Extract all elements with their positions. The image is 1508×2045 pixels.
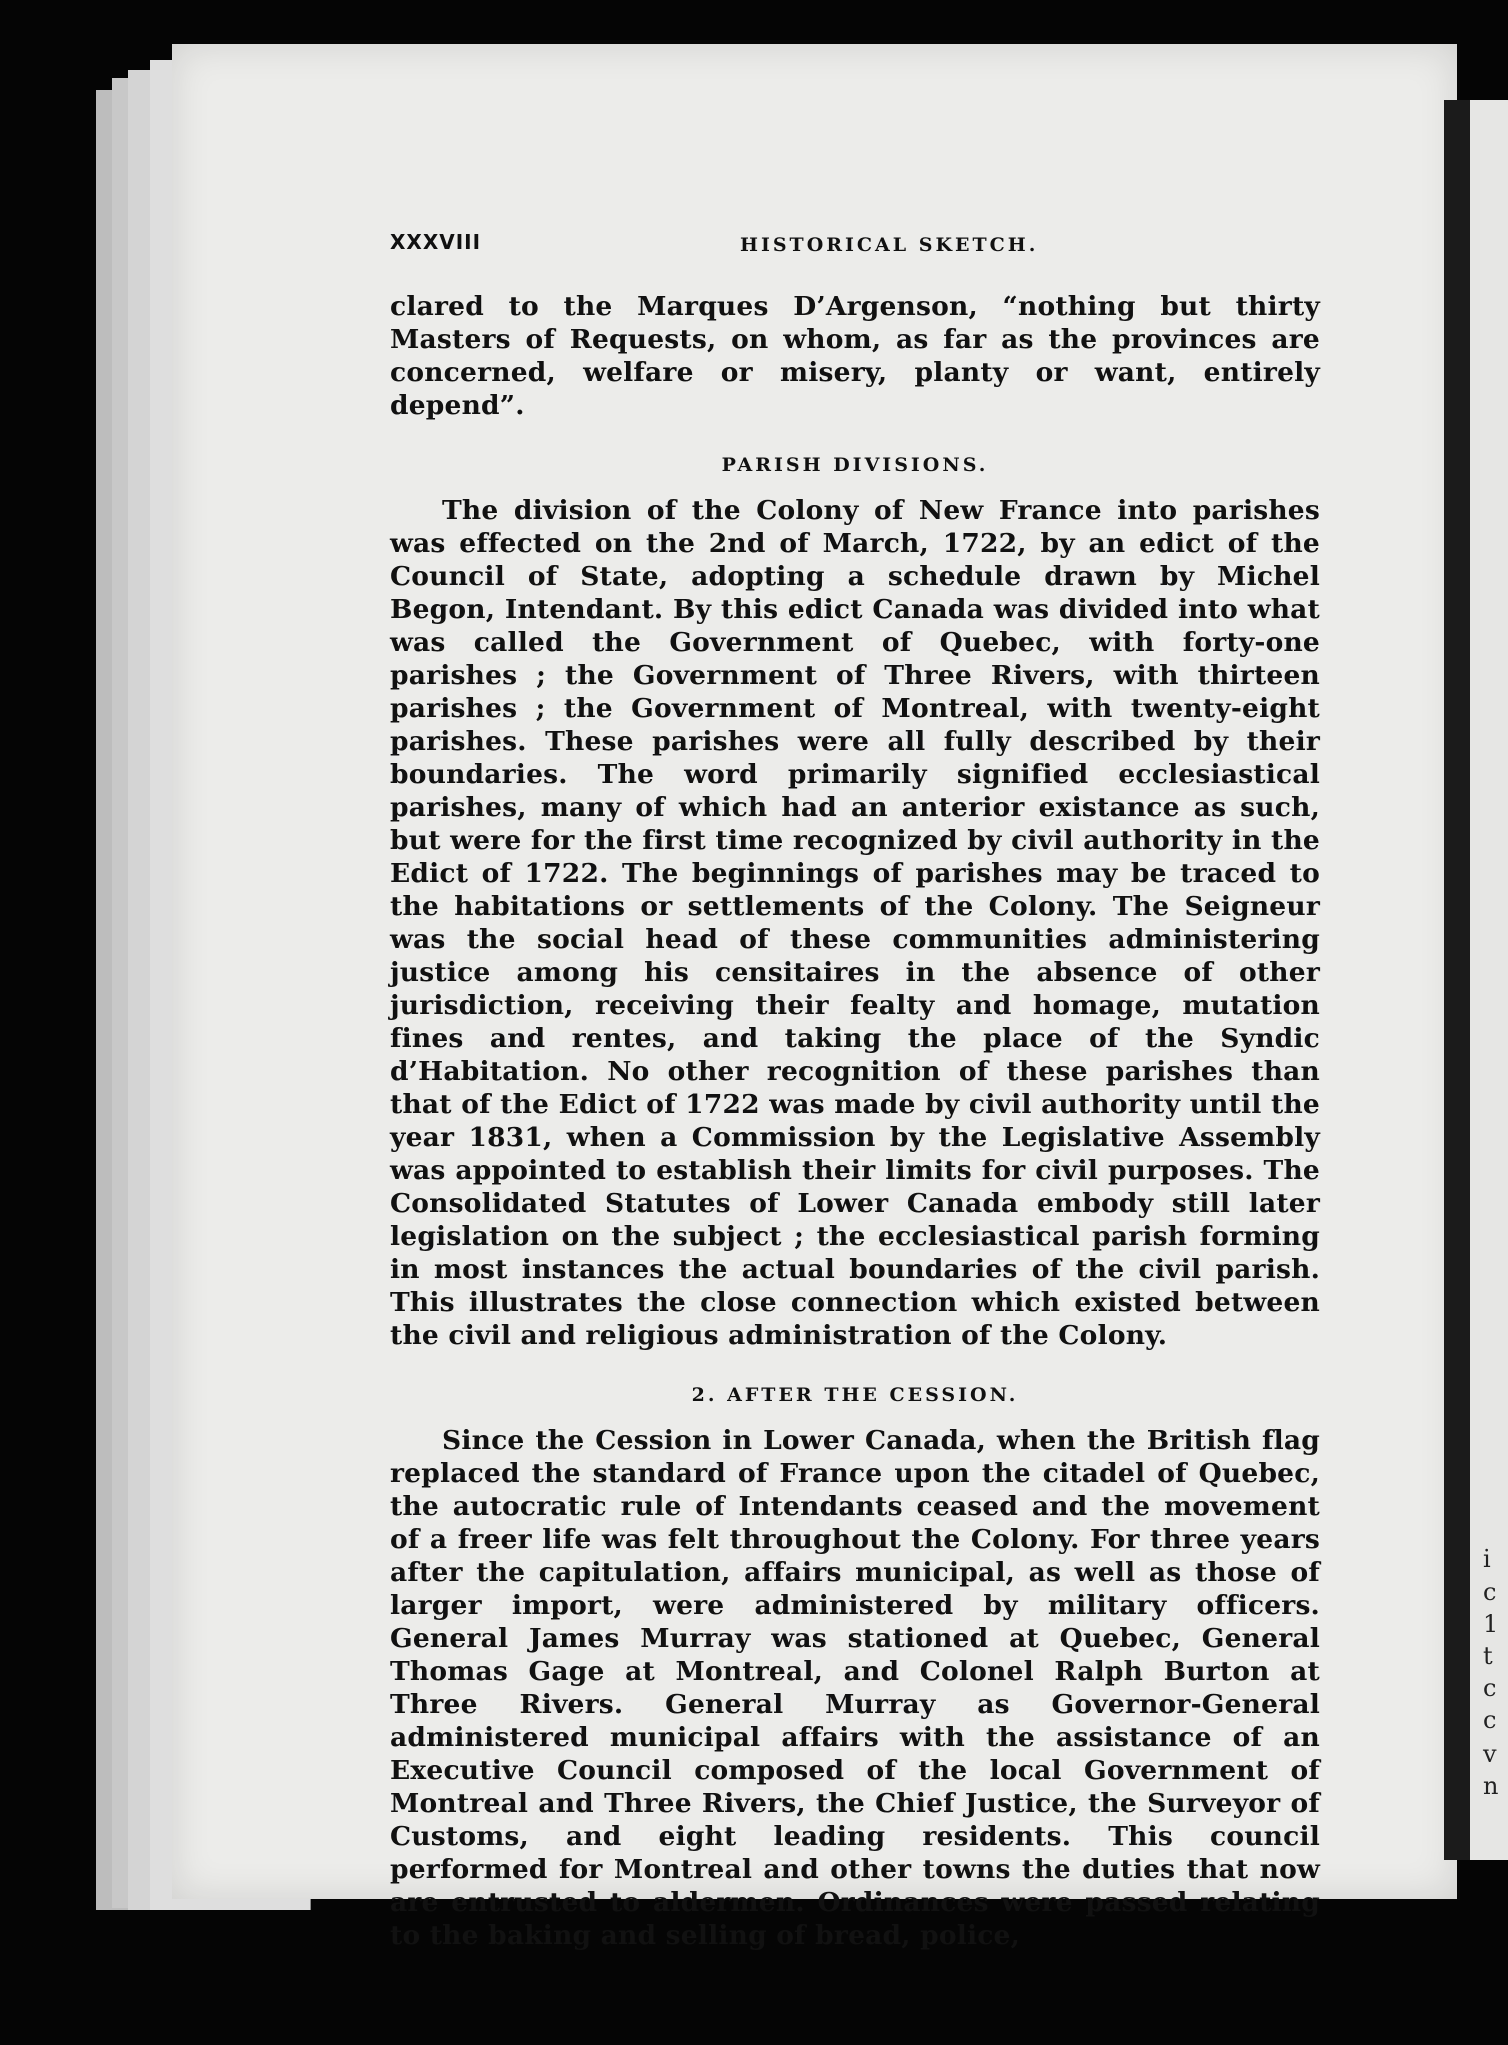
paragraph: Since the Cession in Lower Canada, when the British flag replaced the standard of France upon the citadel of Quebec, the autocratic rule of Intendants ceased and the movement of a freer life was felt throughout the Colony. For three years after the capitulation, affairs municipal, as well as those of larger import, were administered by military officers. General James Murray was stationed at Quebec, General Thomas Gage at Montreal, and Colonel Ralph Burton at Three Rivers. General Murray as Governor-General administered municipal affairs with the assistance of an Executive Council composed of the local Government of Montreal and Three Rivers, the Chief Justice, the Surveyor of Customs, and eight leading residents. This council performed for Montreal and other towns the duties that now are entrusted to aldermen. Ordinances were passed relating to the baking and selling of bread, police, — [390, 1425, 1320, 1951]
facing-page-char: c — [1483, 1674, 1497, 1702]
section-heading: 2. AFTER THE CESSION. — [691, 1384, 1019, 1406]
paragraph: clared to the Marques D’Argenson, “nothing but thirty Masters of Requests, on whom, as far as the provinces are concerned, welfare or misery, planty or want, entirely depend”. — [390, 291, 1320, 421]
running-title: HISTORICAL SKETCH. — [740, 234, 1039, 256]
running-head — [390, 230, 1320, 270]
paragraph: The division of the Colony of New France into parishes was effected on the 2nd of March, 1722, by an edict of the Council of State, adopting a schedule drawn by Michel Begon, Intendant. By this edict Canada was divided into what was called the Government of Quebec, with forty-one parishes ; the Government of Three Rivers, with thirteen parishes ; the Government of Montreal, with twenty-eight parishes. These parishes were all fully described by their boundaries. The word primarily signified ecclesiastical parishes, many of which had an anterior existance as such, but were for the first time recognized by civil authority in the Edict of 1722. The beginnings of parishes may be traced to the habitations or settlements of the Colony. The Seigneur was the social head of these communities administering justice among his censitaires in the absence of other jurisdiction, receiving their fealty and homage, mutation fines and rentes, and taking the place of the Syndic d’Habitation. No other recognition of these parishes than that of the Edict of 1722 was made by civil authority until the year 1831, when a Commission by the Legislative Assembly was appointed to establish their limits for civil purposes. The Consolidated Statutes of Lower Canada embody still later legislation on the subject ; the ecclesiastical parish forming in most instances the actual boundaries of the civil parish. This illustrates the close connection which existed between the civil and religious administration of the Colony. — [390, 495, 1320, 1351]
facing-page-char: n — [1483, 1772, 1499, 1800]
page-number: XXXVIII — [390, 230, 482, 254]
facing-page-char: v — [1483, 1740, 1497, 1768]
section-heading: PARISH DIVISIONS. — [721, 454, 989, 476]
facing-page-char: i — [1483, 1545, 1491, 1573]
facing-page-char: c — [1483, 1706, 1497, 1734]
page-content — [390, 230, 1320, 1962]
facing-page-char: c — [1483, 1578, 1497, 1606]
book-gutter — [1444, 100, 1470, 1860]
facing-page-char: 1 — [1483, 1610, 1499, 1638]
facing-page-char: t — [1483, 1642, 1493, 1670]
